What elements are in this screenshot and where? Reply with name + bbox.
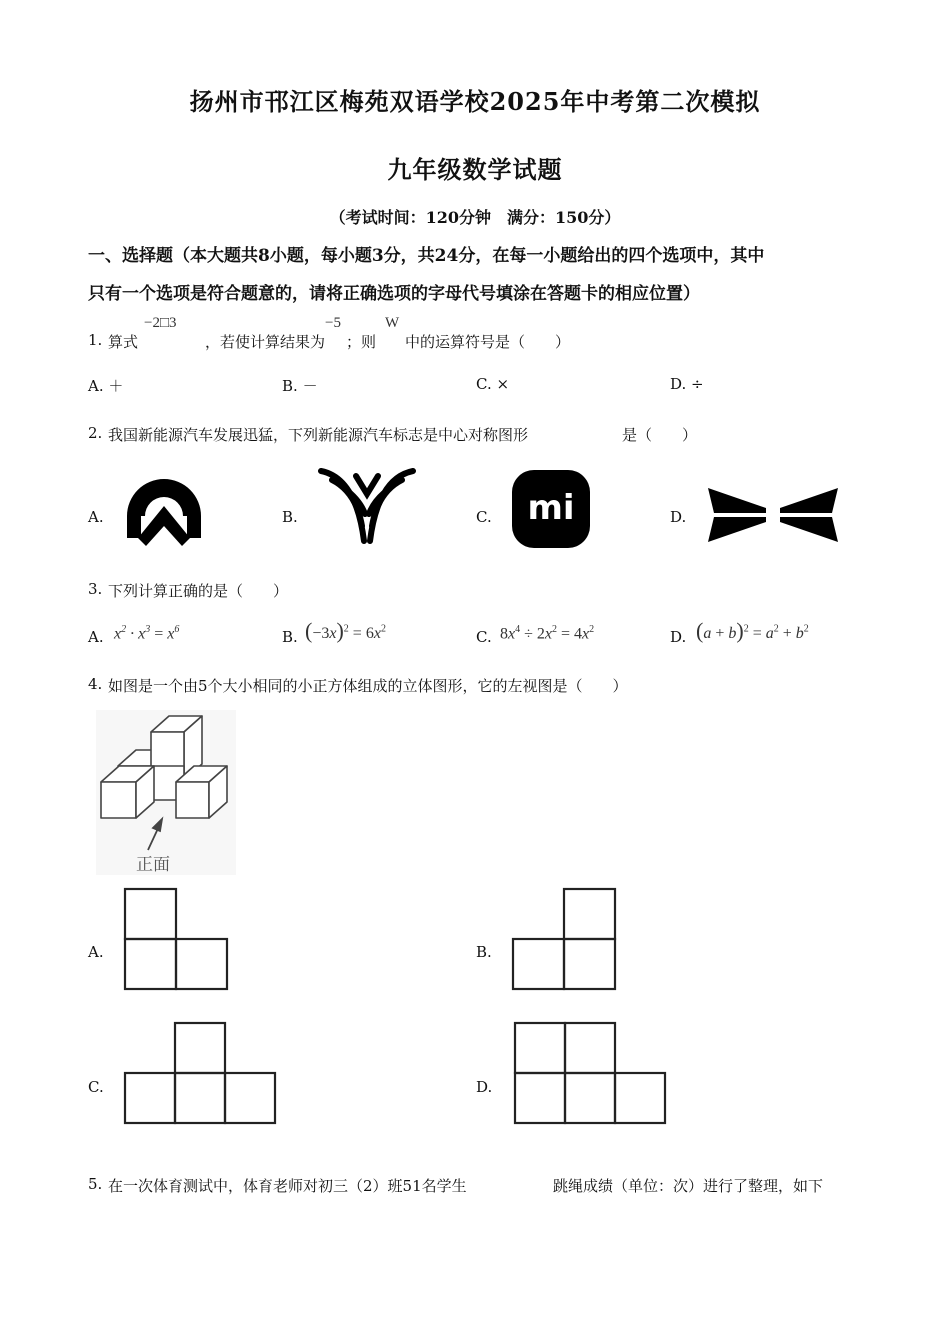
q2-option-b-label[interactable]: B. [282, 508, 298, 526]
q4-option-a-view [124, 888, 228, 990]
q4-option-d-label[interactable]: D. [476, 1078, 493, 1096]
q1-option-b[interactable] [282, 375, 318, 396]
q1-text-d: 中的运算符号是（ ） [405, 333, 571, 351]
q3-option-b-formula: $(-3x)^2 = 6x^2$ [305, 618, 386, 643]
q4-option-c-label[interactable]: C. [88, 1078, 104, 1096]
option-label: D. [670, 375, 687, 393]
option-label: B. [282, 628, 298, 646]
exam-title: 扬州市邗江区梅苑双语学校2025年中考第二次模拟 [189, 87, 761, 116]
q5-number: 5. [88, 1175, 103, 1193]
q4-option-b-label[interactable]: B. [476, 943, 492, 961]
option-label: B. [282, 377, 298, 395]
q3-number: 3. [88, 580, 103, 598]
q2-option-d-label[interactable]: D. [670, 508, 687, 526]
option-text: × [496, 375, 510, 393]
q4-text: 如图是一个由5个大小相同的小正方体组成的立体图形，它的左视图是（ ） [108, 677, 628, 695]
q3-option-c-formula: $8x^4 \div 2x^2 = 4x^2$ [500, 624, 595, 643]
q4-option-a-label[interactable]: A. [88, 943, 104, 961]
option-text: ÷ [691, 375, 704, 393]
q3-option-a-formula: $x^2 \cdot x^3 = x^6$ [114, 624, 180, 643]
option-label: C. [476, 628, 492, 646]
q3-option-b[interactable] [282, 628, 298, 646]
q4-option-b-view [512, 888, 616, 990]
front-label: 正面 [136, 855, 170, 875]
q3-text: 下列计算正确的是（ ） [108, 582, 289, 600]
option-text: ＋ [108, 377, 124, 395]
q1-option-d[interactable] [670, 375, 704, 393]
q5-text-a: 在一次体育测试中，体育老师对初三（2）班51名学生 [108, 1177, 467, 1195]
q3-option-d[interactable] [670, 628, 686, 646]
q1-number: 1. [88, 331, 103, 349]
xiaomi-logo [512, 470, 590, 548]
q1-text-a: 算式 [108, 333, 139, 351]
q1-text-c: ；则 [346, 333, 377, 351]
section-heading-line1: 一、选择题（本大题共8小题，每小题3分，共24分，在每一小题给出的四个选项中，其中 [88, 246, 765, 266]
section-heading-line2: 只有一个选项是符合题意的，请将正确选项的字母代号填涂在答题卡的相应位置） [88, 284, 700, 304]
q3-option-c[interactable] [476, 628, 492, 646]
q4-option-c-view [124, 1022, 278, 1124]
q1-text-b: ，若使计算结果为 [205, 333, 326, 351]
q3-option-d-formula: $(a + b)^2 = a^2 + b^2$ [696, 618, 809, 643]
option-text: － [302, 377, 318, 395]
option-label: D. [670, 628, 687, 646]
q1-option-c[interactable] [476, 375, 509, 393]
nio-logo [124, 476, 204, 548]
exam-info: （考试时间：120分钟 满分：150分） [329, 208, 621, 227]
xiaomi-logo-text: mi [527, 488, 575, 528]
q2-number: 2. [88, 424, 103, 442]
q1-box-symbol: W [385, 315, 400, 331]
q1-result: −5 [325, 315, 341, 331]
yangwang-logo [316, 466, 418, 546]
xpeng-logo [706, 486, 840, 544]
q4-number: 4. [88, 675, 103, 693]
option-label: A. [88, 377, 104, 395]
q4-option-d-view [514, 1022, 668, 1124]
q1-option-a[interactable] [88, 375, 123, 396]
q3-option-a[interactable] [88, 628, 104, 646]
q2-option-a-label[interactable]: A. [88, 508, 104, 526]
q2-text-a: 我国新能源汽车发展迅猛，下列新能源汽车标志是中心对称图形 [108, 426, 529, 444]
q1-expression: −2□3 [144, 315, 177, 331]
q2-text-b: 是（ ） [622, 426, 698, 444]
q5-text-b: 跳绳成绩（单位：次）进行了整理，如下 [553, 1177, 824, 1195]
option-label: A. [88, 628, 104, 646]
q2-option-c-label[interactable]: C. [476, 508, 492, 526]
exam-subtitle: 九年级数学试题 [387, 155, 563, 184]
option-label: C. [476, 375, 492, 393]
